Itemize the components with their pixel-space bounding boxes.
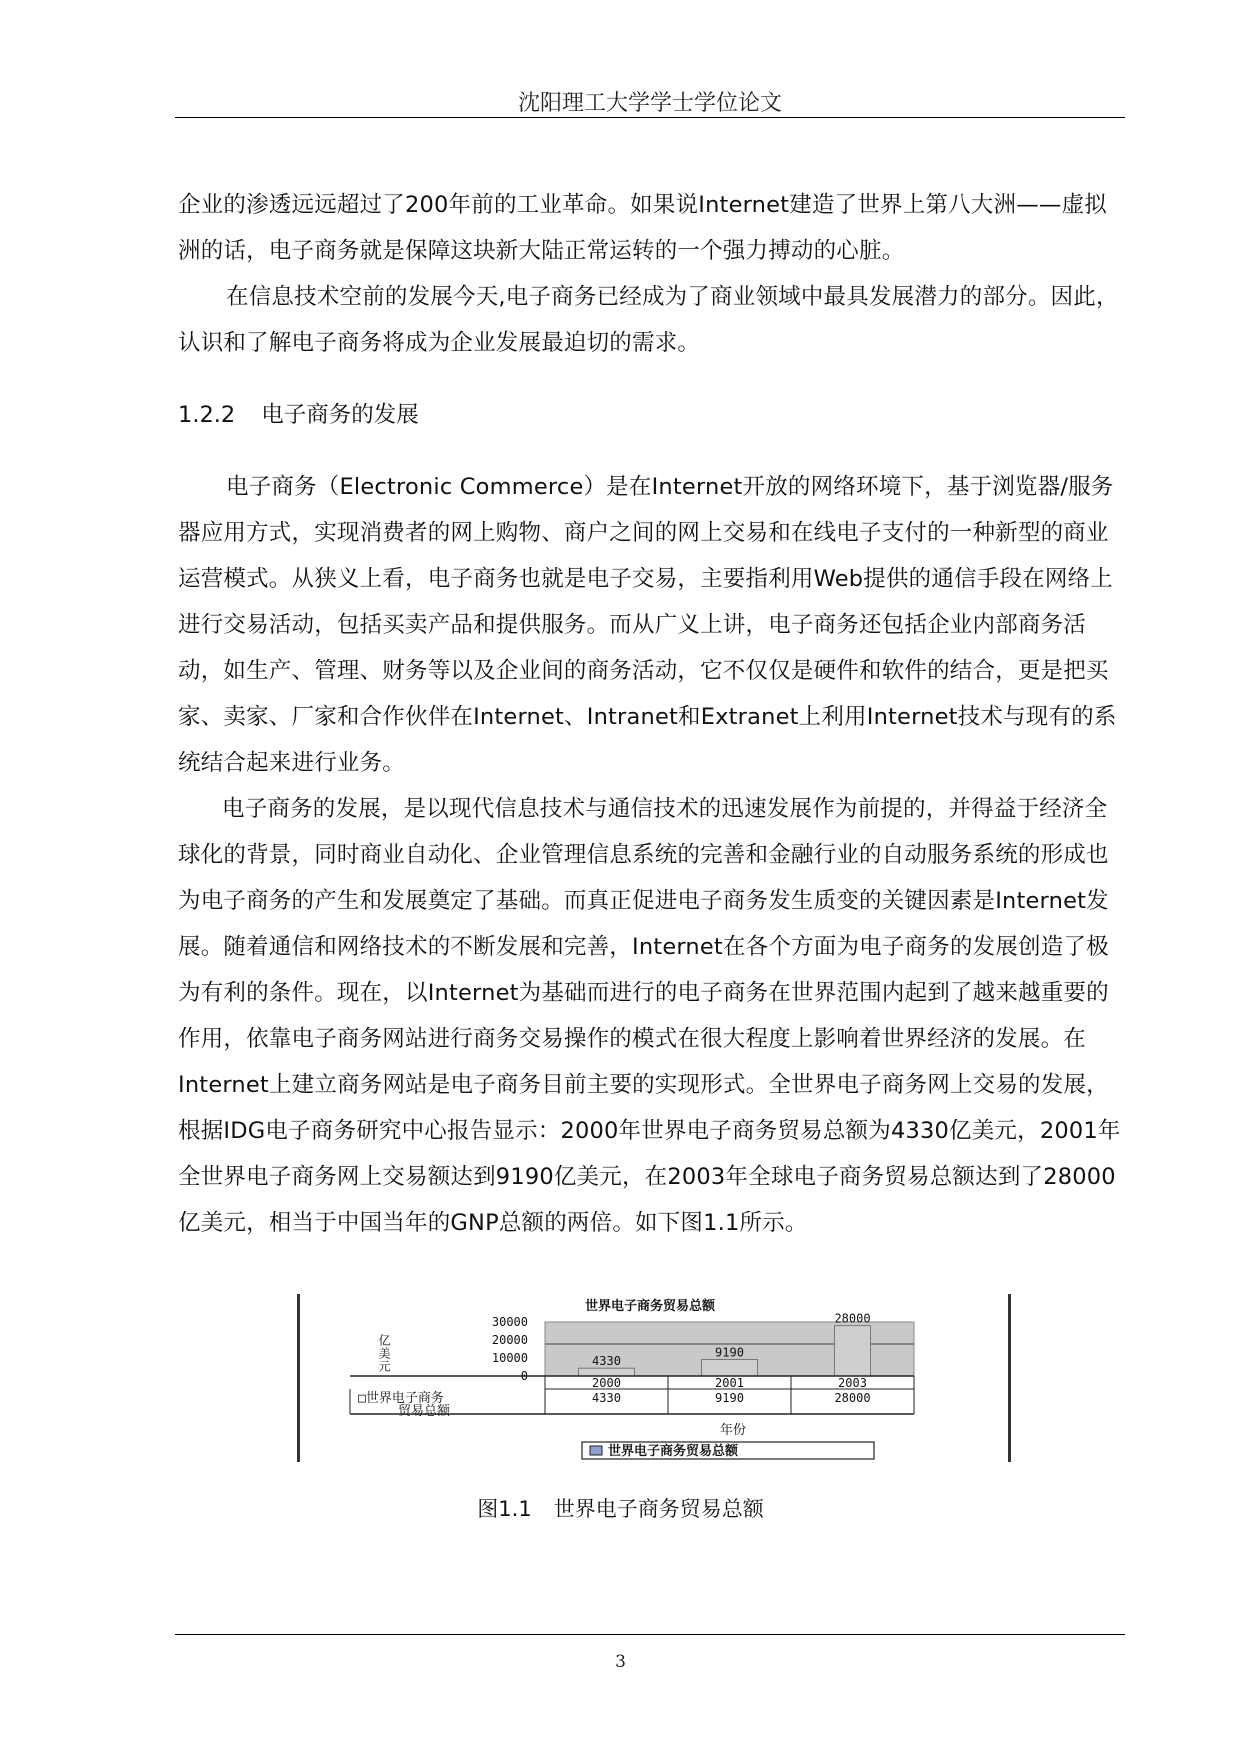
bar xyxy=(579,1368,635,1376)
section-heading xyxy=(178,397,419,429)
y-tick-label: 20000 xyxy=(491,1333,528,1347)
chart-title: 世界电子商务贸易总额 xyxy=(585,1299,716,1314)
x-tick-label: 2000 xyxy=(592,1376,621,1390)
y-tick-label: 10000 xyxy=(491,1351,528,1365)
header-rule xyxy=(175,117,1125,118)
y-tick-label: 30000 xyxy=(491,1315,528,1329)
page-header-title: 沈阳理工大学学士学位论文 xyxy=(517,91,782,116)
paragraph: 电子商务的发展，是以现代信息技术与通信技术的迅速发展作为前提的，并得益于经济全球化的背景，同时商业自动化、企业管理信息系统的完善和金融行业的自动服务系统的形成也为电子商务的产生和发展奠定了基础。而真正促进电子商务发生质变的关键因素是Internet发展。随着通信和网络技术的不断发展和完善，Internet在各个方面为电子商务的发展创造了极为有利的条件。现在，以Internet为基础而进行的电子商务在世界范围内起到了越来越重要的作用，依靠电子商务网站进行商务交易操作的模式在很大程度上影响着世界经济的发展。在Internet上建立商务网站是电子商务目前主要的实现形式。全世界电子商务网上交易的发展，根据IDG电子商务研究中心报告显示：2000年世界电子商务贸易总额为4330亿美元，2001年全世界电子商务网上交易额达到9190亿美元，在2003年全球电子商务贸易总额达到了28000亿美元，相当于中国当年的GNP总额的两倍。如下图1.1所示。 xyxy=(178,796,1121,1236)
footer-rule xyxy=(175,1634,1125,1635)
legend-label: 世界电子商务贸易总额 xyxy=(608,1444,739,1459)
figure-number: 图1.1 xyxy=(477,1497,532,1521)
figure-caption xyxy=(0,1493,1241,1523)
table-row-label: □世界电子商务 xyxy=(358,1391,444,1406)
bar xyxy=(702,1359,758,1376)
body-block-1 xyxy=(178,182,1128,366)
bar-data-label: 4330 xyxy=(592,1354,621,1369)
x-axis-label: 年份 xyxy=(720,1423,747,1438)
paragraph: 在信息技术空前的发展今天,电子商务已经成为了商业领域中最具发展潜力的部分。因此，认识和了解电子商务将成为企业发展最迫切的需求。 xyxy=(178,284,1119,356)
bar-chart xyxy=(297,1294,1011,1462)
bar-data-label: 9190 xyxy=(715,1345,744,1360)
table-value: 4330 xyxy=(592,1391,621,1405)
paragraph: 企业的渗透远远超过了200年前的工业革命。如果说Internet建造了世界上第八大洲——虚拟洲的话，电子商务就是保障这块新大陆正常运转的一个强力搏动的心脏。 xyxy=(178,192,1107,264)
page-number: 3 xyxy=(615,1652,626,1672)
section-number: 1.2.2 xyxy=(178,402,236,428)
section-title: 电子商务的发展 xyxy=(261,402,419,428)
legend-swatch xyxy=(590,1446,602,1455)
body-block-2 xyxy=(178,464,1128,1246)
bar-data-label: 28000 xyxy=(834,1311,871,1326)
y-axis-label: 亿美元 xyxy=(377,1334,391,1373)
table-value: 9190 xyxy=(715,1391,744,1405)
figure-caption-text: 世界电子商务贸易总额 xyxy=(553,1497,764,1521)
y-tick-label: 0 xyxy=(520,1369,528,1383)
paragraph: 电子商务（Electronic Commerce）是在Internet开放的网络环境下，基于浏览器/服务器应用方式，实现消费者的网上购物、商户之间的网上交易和在线电子支付的一种新型的商业运营模式。从狭义上看，电子商务也就是电子交易，主要指利用Web提供的通信手段在网络上进行交易活动，包括买卖产品和提供服务。而从广义上讲，电子商务还包括企业内部商务活动，如生产、管理、财务等以及企业间的商务活动，它不仅仅是硬件和软件的结合，更是把买家、卖家、厂家和合作伙伴在Internet、Intranet和Extranet上利用Internet技术与现有的系统结合起来进行业务。 xyxy=(178,474,1117,776)
chart-svg xyxy=(300,1294,1008,1462)
table-value: 28000 xyxy=(834,1391,871,1405)
x-tick-label: 2001 xyxy=(715,1376,744,1390)
x-tick-label: 2003 xyxy=(838,1376,867,1390)
table-row-label: 贸易总额 xyxy=(398,1404,451,1419)
bar xyxy=(835,1326,871,1376)
